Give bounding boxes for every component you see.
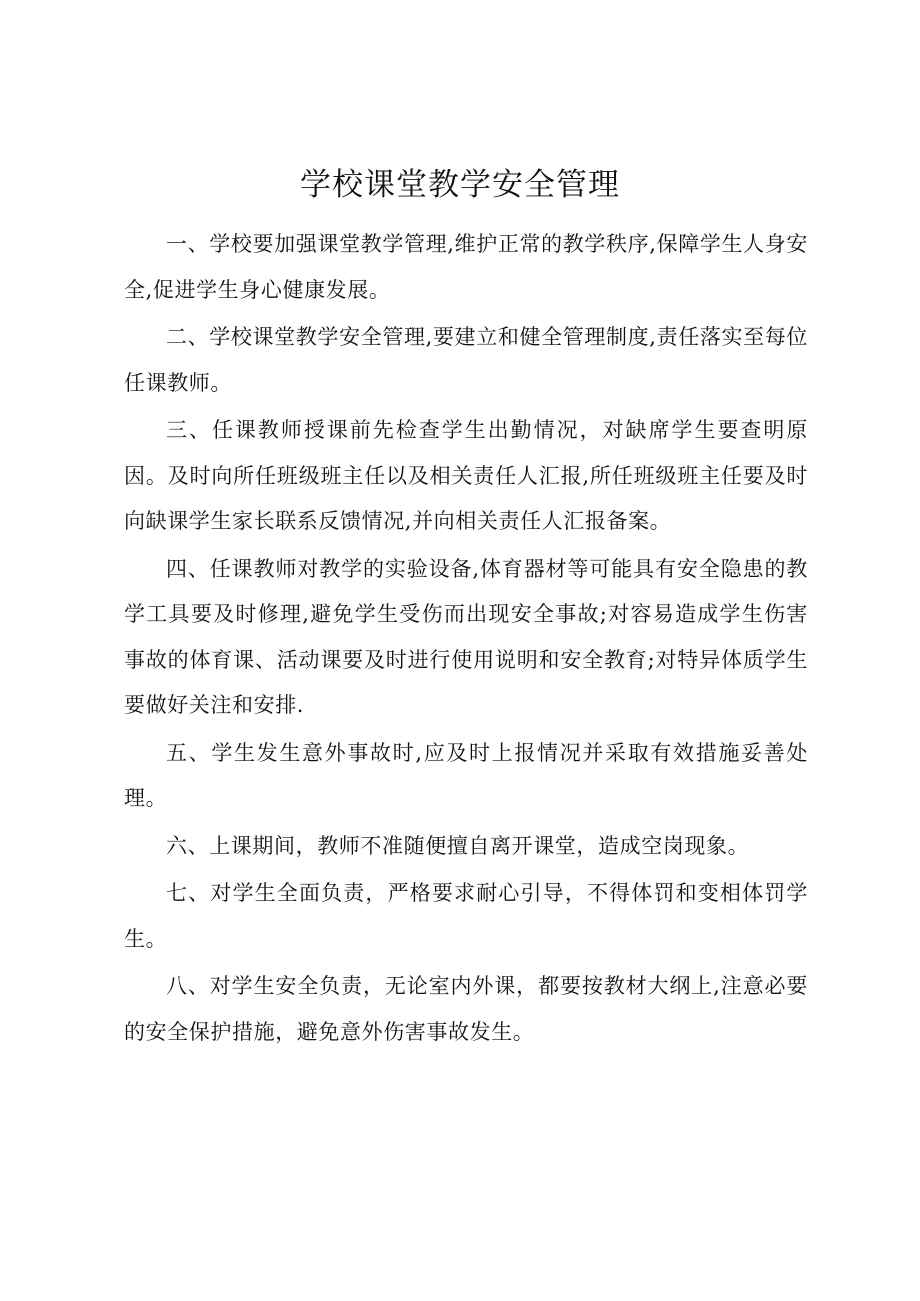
paragraph-1: 一、学校要加强课堂教学管理,维护正常的教学秩序,保障学生人身安全,促进学生身心健康发展。 bbox=[124, 232, 808, 302]
paragraph-2: 二、学校课堂教学安全管理,要建立和健全管理制度,责任落实至每位任课教师。 bbox=[124, 325, 808, 395]
paragraph-4: 四、任课教师对教学的实验设备,体育器材等可能具有安全隐患的教学工具要及时修理,避免学生受伤而出现安全事故;对容易造成学生伤害事故的体育课、活动课要及时进行使用说明和安全教育;对特异体质学生要做好关注和安排. bbox=[124, 556, 808, 717]
paragraph-6: 六、上课期间，教师不准随便擅自离开课堂，造成空岗现象。 bbox=[166, 833, 750, 858]
paragraph-3: 三、任课教师授课前先检查学生出勤情况，对缺席学生要查明原因。及时向所任班级班主任以及相关责任人汇报,所任班级班主任要及时向缺课学生家长联系反馈情况,并向相关责任人汇报备案。 bbox=[124, 418, 808, 533]
document-title: 学校课堂教学安全管理 bbox=[300, 167, 620, 203]
paragraph-7: 七、对学生全面负责，严格要求耐心引导，不得体罚和变相体罚学生。 bbox=[124, 881, 808, 951]
document-body bbox=[124, 222, 808, 1057]
paragraph-8: 八、对学生安全负责，无论室内外课，都要按教材大纲上,注意必要的安全保护措施，避免意外伤害事故发生。 bbox=[124, 974, 808, 1044]
paragraph-5: 五、学生发生意外事故时,应及时上报情况并采取有效措施妥善处理。 bbox=[124, 740, 808, 810]
